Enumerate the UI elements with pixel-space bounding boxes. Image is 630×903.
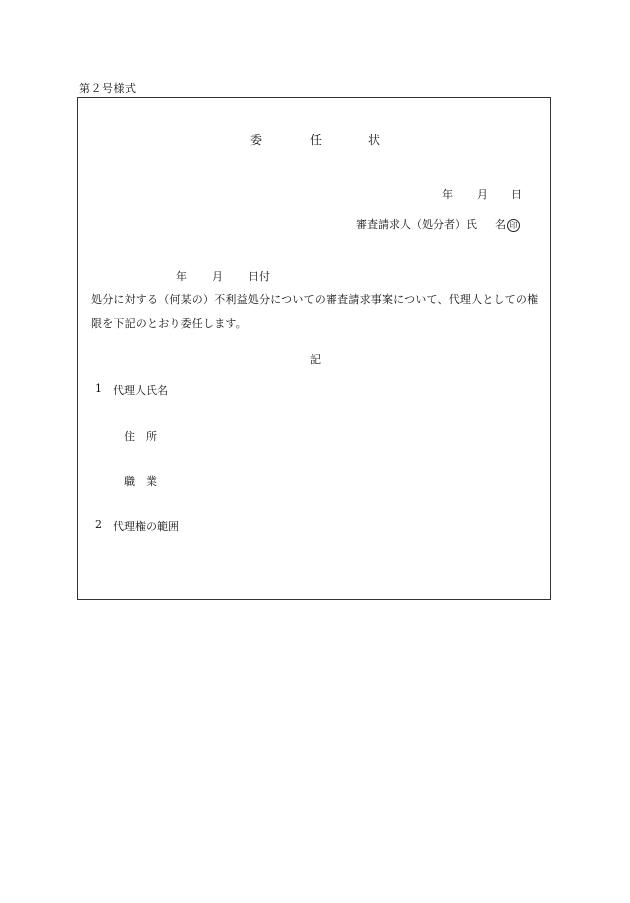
statement-line-1: 処分に対する（何某の）不利益処分についての審査請求事案について、代理人としての権	[91, 293, 539, 306]
item-1-label: 代理人氏名	[113, 384, 168, 397]
date-month-label: 月	[477, 188, 488, 201]
seal-mark: 印	[507, 219, 520, 232]
occupation-label: 職 業	[124, 475, 157, 488]
disposition-month-label: 月	[212, 270, 223, 283]
disposition-day-label: 日付	[248, 270, 270, 283]
item-1-number: 1	[95, 382, 102, 395]
date-day-label: 日	[511, 188, 522, 201]
delegation-statement	[91, 288, 546, 336]
name-label: 名	[495, 218, 506, 231]
title-char-1: 委	[250, 133, 263, 147]
requester-label: 審査請求人（処分者）氏	[356, 218, 477, 231]
disposition-year-label: 年	[176, 270, 187, 283]
requester-name-label	[495, 216, 520, 232]
form-number: 第２号様式	[79, 82, 137, 95]
address-label: 住 所	[124, 430, 157, 443]
item-2-number: 2	[95, 518, 102, 531]
record-heading: 記	[310, 353, 321, 366]
item-2-label: 代理権の範囲	[113, 520, 179, 533]
date-year-label: 年	[442, 188, 453, 201]
title-char-2: 任	[310, 133, 323, 147]
title-char-3: 状	[368, 133, 381, 147]
statement-line-2: 限を下記のとおり委任します。	[91, 317, 247, 330]
